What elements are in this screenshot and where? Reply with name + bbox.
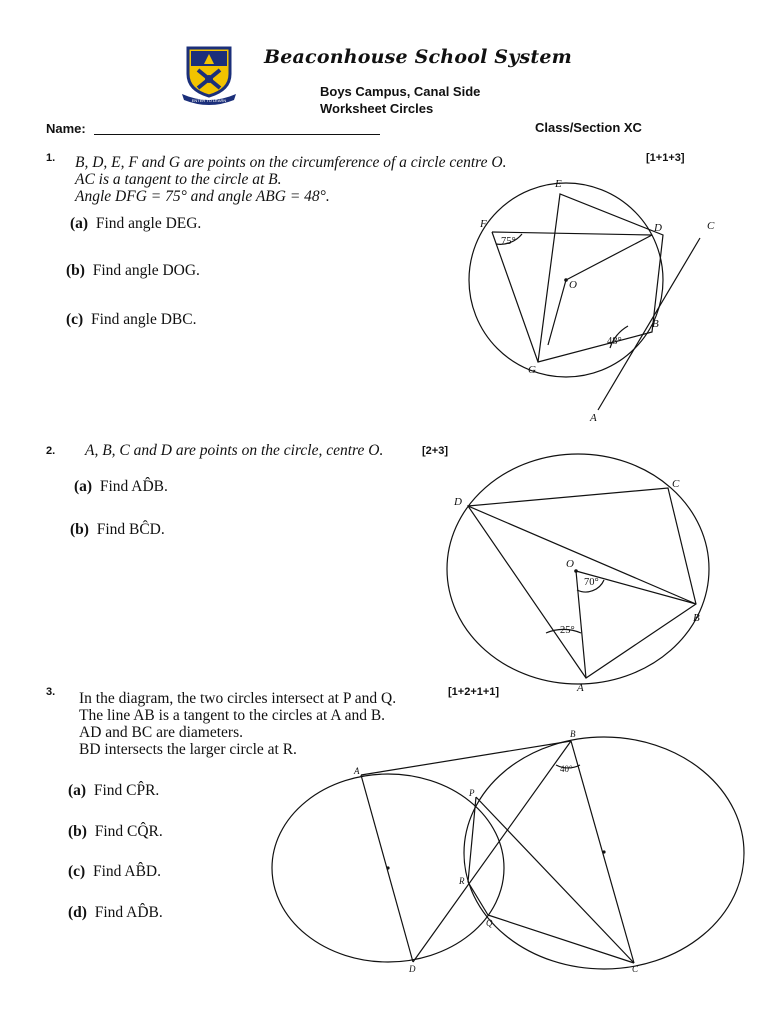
q3-line-rq xyxy=(468,882,488,915)
q1-label-c: C xyxy=(707,220,715,232)
q3-label-b: B xyxy=(570,729,576,739)
q2-part-a-label: (a) xyxy=(74,478,93,495)
q1-number: 1. xyxy=(46,152,56,164)
q3-part-a-text: Find CP̂R. xyxy=(93,782,160,799)
q3-line-pr xyxy=(468,797,476,882)
q1-part-b-text: Find angle DOG. xyxy=(92,262,200,279)
q1-label-b: B xyxy=(652,318,659,330)
q2-angle-25: 25° xyxy=(560,625,575,636)
q2-statement: A, B, C and D are points on the circle, centre O. xyxy=(85,442,384,459)
school-name: Beaconhouse School System xyxy=(264,46,572,68)
q1-marks: [1+1+3] xyxy=(646,152,685,164)
q3-line-4: BD intersects the larger circle at R. xyxy=(79,741,297,758)
q2-label-a: A xyxy=(577,682,584,694)
q2-part-b-text: Find BĈD. xyxy=(96,521,165,538)
q3-part-d-label: (d) xyxy=(68,904,87,921)
q3-line-bd xyxy=(413,741,571,962)
q2-label-d: D xyxy=(454,496,462,508)
logo-motto: ENTER TO LEARN xyxy=(191,98,227,103)
q1-line-2: AC is a tangent to the circle at B. xyxy=(75,171,282,188)
q1-label-d: D xyxy=(654,222,662,234)
q3-label-q: Q xyxy=(486,918,493,928)
q1-part-b-label: (b) xyxy=(66,262,85,279)
q1-angle-48: 48° xyxy=(607,336,622,347)
q3-angle-40: 40° xyxy=(560,764,573,774)
q1-part-c-label: (c) xyxy=(66,311,84,328)
q2-label-o: O xyxy=(566,558,574,570)
q2-angle-70: 70° xyxy=(584,577,599,588)
q1-part-a-text: Find angle DEG. xyxy=(95,215,202,232)
q3-number: 3. xyxy=(46,686,56,698)
q3-label-c: C xyxy=(632,964,639,974)
q1-label-o: O xyxy=(569,279,577,291)
q2-part-a-text: Find AD̂B. xyxy=(99,478,168,495)
q3-part-c-label: (c) xyxy=(68,863,86,880)
q3-marks: [1+2+1+1] xyxy=(448,686,500,698)
q1-part-c-text: Find angle DBC. xyxy=(90,311,197,328)
q1-part-a-label: (a) xyxy=(70,215,89,232)
q1-label-e: E xyxy=(555,178,562,190)
q3-tangent-ab xyxy=(361,741,571,775)
q2-number: 2. xyxy=(46,445,56,457)
q2-part-b-label: (b) xyxy=(70,521,89,538)
q3-label-p: P xyxy=(469,788,475,798)
worksheet-title: Worksheet Circles xyxy=(320,101,434,116)
q1-label-f: F xyxy=(480,218,487,230)
q1-angle-75: 75° xyxy=(501,236,516,247)
q1-label-a: A xyxy=(590,412,597,424)
q3-line-1: In the diagram, the two circles intersect at P and Q. xyxy=(79,690,397,707)
q2-label-c: C xyxy=(672,478,680,490)
q1-label-g: G xyxy=(528,364,536,376)
q3-large-centre-dot xyxy=(602,850,605,853)
q3-small-centre-dot xyxy=(386,866,389,869)
class-section-label: Class/Section XC xyxy=(535,120,642,135)
campus-line: Boys Campus, Canal Side xyxy=(320,84,481,99)
q2-label-b: B xyxy=(693,612,700,624)
q1-line-3: Angle DFG = 75° and angle ABG = 48°. xyxy=(75,188,330,205)
q3-label-r: R xyxy=(459,876,465,886)
q1-line-1: B, D, E, F and G are points on the circumference of a circle centre O. xyxy=(75,154,507,171)
q3-line-3: AD and BC are diameters. xyxy=(79,724,243,741)
q2-marks: [2+3] xyxy=(422,445,448,457)
q3-part-d-text: Find AD̂B. xyxy=(94,904,163,921)
q3-part-b-text: Find CQ̂R. xyxy=(94,823,163,840)
q3-part-a-label: (a) xyxy=(68,782,87,799)
q3-part-b-label: (b) xyxy=(68,823,87,840)
q3-label-d: D xyxy=(409,964,416,974)
q3-label-a: A xyxy=(354,766,360,776)
q3-line-2: The line AB is a tangent to the circles at A and B. xyxy=(79,707,386,724)
q3-part-c-text: Find AB̂D. xyxy=(92,863,162,880)
name-label: Name: xyxy=(46,121,86,136)
